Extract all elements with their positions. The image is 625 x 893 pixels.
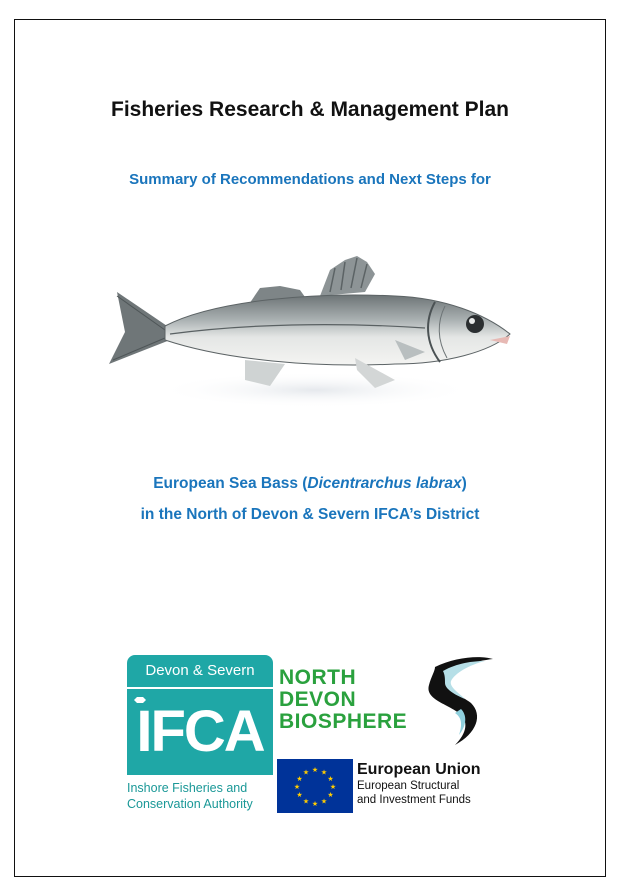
eu-subtitle-line-1: European Structural [357, 780, 460, 792]
document-subtitle: Summary of Recommendations and Next Steps for [129, 171, 491, 188]
svg-text:★: ★ [302, 797, 310, 806]
ifca-full-name [127, 781, 277, 812]
species-common-name: European Sea Bass ( [153, 475, 308, 492]
species-heading [15, 468, 605, 530]
svg-text:★: ★ [311, 800, 319, 808]
svg-text:★: ★ [329, 783, 337, 791]
svg-text:★: ★ [296, 791, 303, 799]
biosphere-line-3: BIOSPHERE [279, 710, 408, 733]
biosphere-wordmark [279, 667, 407, 733]
svg-text:★: ★ [302, 768, 310, 777]
species-line-1 [15, 468, 605, 499]
eu-subtitle-line-2: and Investment Funds [357, 794, 471, 806]
eu-flag-icon [277, 759, 353, 813]
species-close-paren: ) [461, 475, 467, 492]
svg-text:★: ★ [311, 766, 319, 774]
ifca-logo [127, 655, 273, 815]
ifca-header: Devon & Severn [127, 655, 273, 687]
species-line-2: in the North of Devon & Severn IFCA’s District [140, 506, 480, 523]
eu-funding-label [357, 760, 481, 807]
north-devon-biosphere-logo [277, 653, 497, 753]
svg-text:★: ★ [293, 783, 301, 791]
biosphere-line-1: NORTH [279, 666, 357, 689]
document-page [14, 19, 606, 877]
species-latin-name: Dicentrarchus labrax [307, 475, 462, 492]
ifca-line-1: Inshore Fisheries and [127, 781, 248, 795]
svg-text:★: ★ [296, 775, 303, 783]
sea-bass-image [95, 240, 515, 420]
document-title: Fisheries Research & Management Plan [111, 98, 509, 121]
svg-text:★: ★ [327, 791, 334, 799]
ifca-line-2: Conservation Authority [127, 796, 253, 811]
svg-text:★: ★ [320, 797, 328, 806]
ifca-acronym: IFCA [136, 699, 264, 764]
svg-text:★: ★ [320, 768, 328, 777]
eu-title: European Union [357, 761, 481, 778]
svg-text:★: ★ [327, 775, 334, 783]
biosphere-line-2: DEVON [279, 688, 357, 711]
